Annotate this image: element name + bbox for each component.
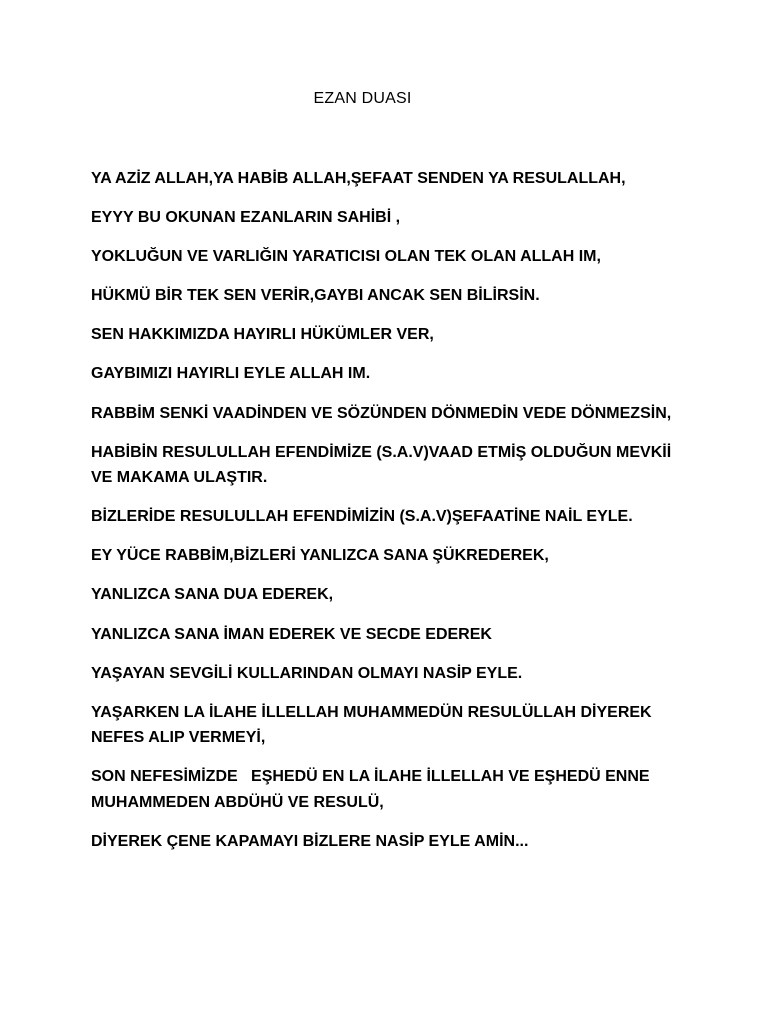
- paragraph: YANLIZCA SANA İMAN EDEREK VE SECDE EDEREK: [91, 625, 492, 643]
- paragraph: YANLIZCA SANA DUA EDEREK,: [91, 586, 334, 604]
- paragraph: DİYEREK ÇENE KAPAMAYI BİZLERE NASİP EYLE AMİN...: [91, 832, 529, 850]
- paragraph: EY YÜCE RABBİM,BİZLERİ YANLIZCA SANA ŞÜKREDEREK,: [91, 547, 549, 565]
- paragraph: YOKLUĞUN VE VARLIĞIN YARATICISI OLAN TEK OLAN ALLAH IM,: [91, 248, 601, 266]
- paragraph: YA AZİZ ALLAH,YA HABİB ALLAH,ŞEFAAT SENDEN YA RESULALLAH,: [91, 170, 626, 187]
- paragraph: RABBİM SENKİ VAADİNDEN VE SÖZÜNDEN DÖNMEDİN VEDE DÖNMEZSİN,: [91, 404, 672, 422]
- paragraph: BİZLERİDE RESULULLAH EFENDİMİZİN (S.A.V)ŞEFAATİNE NAİL EYLE.: [91, 508, 633, 526]
- paragraph: YAŞAYAN SEVGİLİ KULLARINDAN OLMAYI NASİP EYLE.: [91, 664, 523, 682]
- paragraph: HÜKMÜ BİR TEK SEN VERİR,GAYBI ANCAK SEN BİLİRSİN.: [91, 287, 540, 305]
- paragraph: GAYBIMIZI HAYIRLI EYLE ALLAH IM.: [91, 365, 371, 383]
- paragraph: EYYY BU OKUNAN EZANLARIN SAHİBİ ,: [91, 209, 401, 227]
- paragraph: SON NEFESİMİZDE EŞHEDÜ EN LA İLAHE İLLELLAH VE EŞHEDÜ ENNE MUHAMMEDEN ABDÜHÜ VE RESULÜ,: [91, 768, 655, 811]
- paragraph: YAŞARKEN LA İLAHE İLLELLAH MUHAMMEDÜN RESULÜLLAH DİYEREK NEFES ALIP VERMEYİ,: [91, 703, 657, 747]
- document-title: EZAN DUASI: [313, 90, 412, 107]
- document-body: [91, 166, 691, 868]
- paragraph: HABİBİN RESULULLAH EFENDİMİZE (S.A.V)VAAD ETMİŞ OLDUĞUN MEVKİİ VE MAKAMA ULAŞTIR.: [91, 443, 676, 487]
- paragraph: SEN HAKKIMIZDA HAYIRLI HÜKÜMLER VER,: [91, 326, 434, 344]
